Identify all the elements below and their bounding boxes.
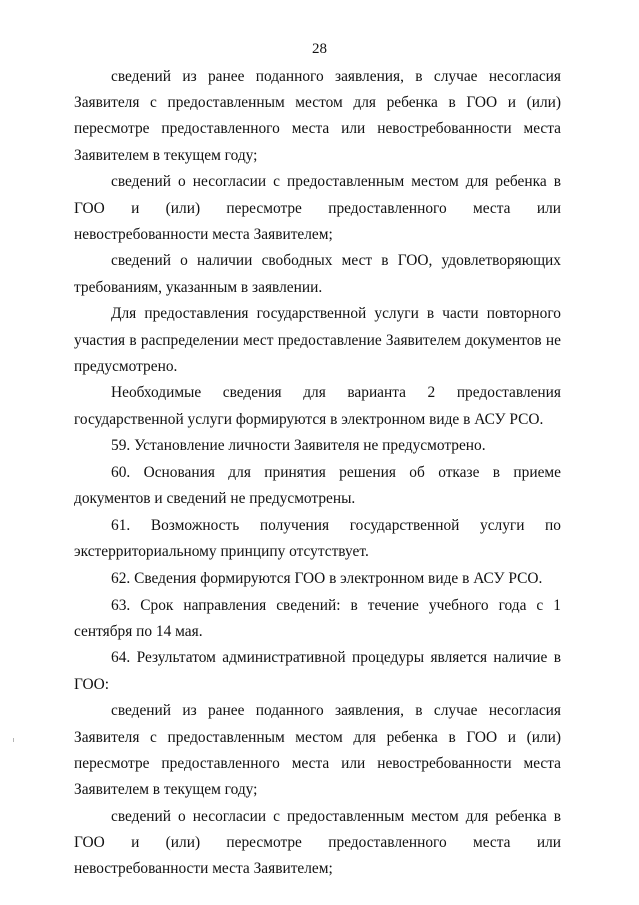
paragraph-61-extraterritorial: 61. Возможность получения государственной услуги по экстерриториальному принципу отсутствует. xyxy=(74,516,561,561)
page-number: 28 xyxy=(312,41,327,57)
document-body xyxy=(74,64,561,882)
paragraph-62-information-formed: 62. Сведения формируются ГОО в электронном виде в АСУ РСО. xyxy=(111,569,543,587)
paragraph-result-disagreement-info: сведений о несогласии с предоставленным местом для ребенка в ГОО и (или) пересмотре предоставленного места или невостребованности места Заявителем; xyxy=(74,807,561,878)
paragraph-63-submission-term: 63. Срок направления сведений: в течение учебного года с 1 сентября по 14 мая. xyxy=(74,596,561,640)
paragraph-64-result: 64. Результатом административной процедуры является наличие в ГОО: xyxy=(74,649,561,693)
paragraph-previous-application-info: сведений из ранее поданного заявления, в случае несогласия Заявителя с предоставленным местом для ребенка в ГОО и (или) пересмотре предоставленного места или невостребованности места Заявителем в текущем году; xyxy=(74,68,561,164)
paragraph-60-refusal-grounds: 60. Основания для принятия решения об отказе в приеме документов и сведений не предусмотрены. xyxy=(74,464,561,508)
paragraph-disagreement-info: сведений о несогласии с предоставленным местом для ребенка в ГОО и (или) пересмотре предоставленного места или невостребованности места Заявителем; xyxy=(74,173,561,243)
paragraph-59-identity: 59. Установление личности Заявителя не предусмотрено. xyxy=(111,437,486,455)
paragraph-result-previous-application-info: сведений из ранее поданного заявления, в случае несогласия Заявителя с предоставленным местом для ребенка в ГОО и (или) пересмотре предоставленного места или невостребованности места Заявителем в текущем году; xyxy=(74,702,561,798)
paragraph-variant-2-information: Необходимые сведения для варианта 2 предоставления государственной услуги формируются в электронном виде в АСУ РСО. xyxy=(74,384,561,428)
scan-margin-mark xyxy=(13,738,14,742)
paragraph-free-places-info: сведений о наличии свободных мест в ГОО, удовлетворяющих требованиям, указанным в заявлении. xyxy=(74,252,561,296)
paragraph-no-documents-required: Для предоставления государственной услуги в части повторного участия в распределении мест предоставление Заявителем документов не предусмотрено. xyxy=(74,305,561,375)
